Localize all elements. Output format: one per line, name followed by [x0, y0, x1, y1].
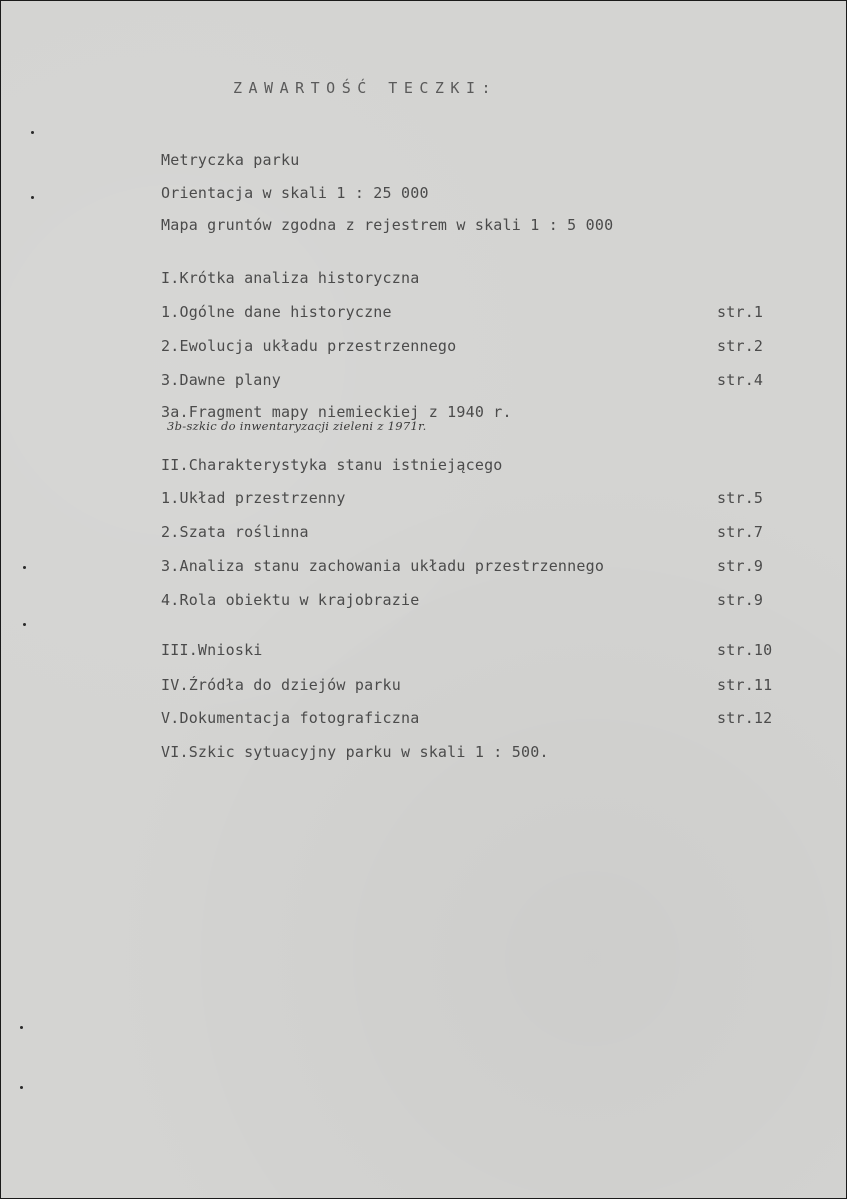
scan-speck [20, 1086, 23, 1089]
section-2-item-4-label: 4.Rola obiektu w krajobrazie [161, 591, 420, 609]
section-4-heading: IV.Źródła do dziejów parku [161, 676, 401, 694]
section-2-item-2-page: str.7 [717, 523, 764, 541]
scan-speck [20, 1026, 23, 1029]
section-2-item-2-label: 2.Szata roślinna [161, 523, 309, 541]
section-1-item-2-page: str.2 [717, 337, 764, 355]
section-2-item-4-page: str.9 [717, 591, 764, 609]
scan-speck [23, 623, 26, 626]
section-4-page: str.11 [717, 676, 773, 694]
scan-speck [31, 131, 34, 134]
section-1-heading: I.Krótka analiza historyczna [161, 269, 420, 287]
section-1-item-3-label: 3.Dawne plany [161, 371, 281, 389]
scan-speck [31, 196, 34, 199]
intro-line-metryczka: Metryczka parku [161, 151, 300, 169]
section-2-item-3-label: 3.Analiza stanu zachowania układu przestrzennego [161, 557, 605, 575]
section-3-heading: III.Wnioski [161, 641, 263, 659]
scan-speck [23, 566, 26, 569]
section-2-item-1-page: str.5 [717, 489, 764, 507]
section-1-item-2-label: 2.Ewolucja układu przestrzennego [161, 337, 457, 355]
section-1-item-1-page: str.1 [717, 303, 764, 321]
intro-line-orientacja: Orientacja w skali 1 : 25 000 [161, 184, 429, 202]
section-1-item-3-page: str.4 [717, 371, 764, 389]
section-2-item-1-label: 1.Układ przestrzenny [161, 489, 346, 507]
handwritten-note: 3b-szkic do inwentaryzacji zieleni z 1971r. [167, 419, 427, 433]
section-2-heading: II.Charakterystyka stanu istniejącego [161, 456, 503, 474]
intro-line-mapa: Mapa gruntów zgodna z rejestrem w skali 1 : 5 000 [161, 216, 614, 234]
section-1-item-1-label: 1.Ogólne dane historyczne [161, 303, 392, 321]
section-2-item-3-page: str.9 [717, 557, 764, 575]
section-6-heading: VI.Szkic sytuacyjny parku w skali 1 : 500. [161, 743, 549, 761]
section-5-heading: V.Dokumentacja fotograficzna [161, 709, 420, 727]
section-1-item-3a-label: 3a.Fragment mapy niemieckiej z 1940 r. [161, 403, 512, 421]
section-5-page: str.12 [717, 709, 773, 727]
section-3-page: str.10 [717, 641, 773, 659]
document-title: ZAWARTOŚĆ TECZKI: [233, 79, 498, 97]
